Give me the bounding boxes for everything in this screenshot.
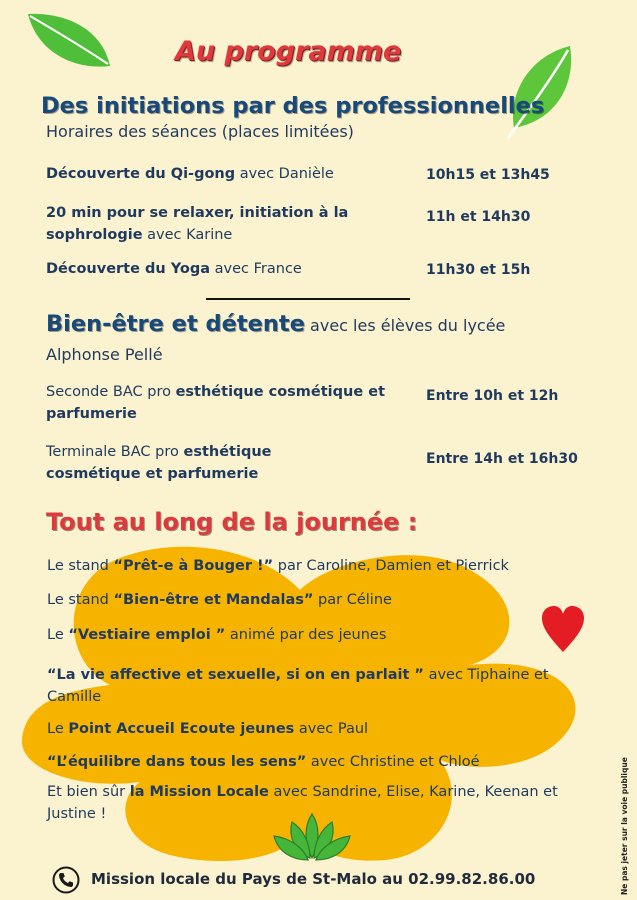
class-field: esthétique cosmétique et parfumerie xyxy=(46,384,385,422)
class-field: esthétique cosmétique et parfumerie xyxy=(46,444,272,482)
activity-name: 20 min pour se relaxer, initiation à la sophrologie xyxy=(46,205,349,243)
divider xyxy=(206,298,410,300)
item-detail: avec Sandrine, Elise, Karine, Keenan et Justine ! xyxy=(47,784,558,822)
item-title: “Prêt-e à Bouger !” xyxy=(113,558,274,574)
schedule-time: 10h15 et 13h45 xyxy=(426,167,550,183)
list-item xyxy=(47,555,607,577)
item-prefix: Le stand xyxy=(47,558,114,574)
list-item xyxy=(47,589,607,611)
item-detail: animé par des jeunes xyxy=(225,627,387,643)
schedule-time: Entre 10h et 12h xyxy=(426,388,559,404)
schedule-time: 11h30 et 15h xyxy=(426,262,531,278)
page-title: Au programme xyxy=(175,36,402,67)
list-item xyxy=(47,718,607,740)
item-title: la Mission Locale xyxy=(129,784,269,800)
section-heading-rest: avec les élèves du lycée xyxy=(304,316,506,335)
list-item xyxy=(47,624,607,646)
item-detail: avec Paul xyxy=(294,721,369,737)
section-heading-line2: Alphonse Pellé xyxy=(46,345,163,364)
class-level: Terminale BAC pro xyxy=(46,444,184,460)
schedule-row xyxy=(46,258,406,280)
section-heading-bien-etre xyxy=(46,311,505,337)
activity-leader: avec Karine xyxy=(142,227,233,243)
activity-leader: avec France xyxy=(210,261,302,277)
item-prefix: Le xyxy=(47,627,69,643)
list-item xyxy=(47,664,607,708)
item-title: “L’équilibre dans tous les sens” xyxy=(47,754,307,770)
schedule-time: Entre 14h et 16h30 xyxy=(426,451,578,467)
schedule-time: 11h et 14h30 xyxy=(426,209,531,225)
activity-name: Découverte du Qi-gong xyxy=(46,166,236,182)
schedule-row xyxy=(46,163,406,185)
section-heading-bold: Bien-être et détente xyxy=(46,311,305,337)
item-title: Point Accueil Ecoute jeunes xyxy=(68,721,295,737)
phone-icon xyxy=(52,866,80,894)
item-prefix: Et bien sûr xyxy=(47,784,130,800)
item-title: “Vestiaire emploi ” xyxy=(68,627,226,643)
item-detail: par Caroline, Damien et Pierrick xyxy=(273,558,509,574)
section-heading-initiations: Des initiations par des professionnelles xyxy=(41,93,545,119)
leaf-icon xyxy=(500,42,580,142)
leaf-icon xyxy=(24,10,114,72)
item-title: “Bien-être et Mandalas” xyxy=(113,592,314,608)
schedule-row xyxy=(46,202,386,246)
class-level: Seconde BAC pro xyxy=(46,384,176,400)
side-note: Ne pas jeter sur la voie publique xyxy=(620,757,629,895)
list-item xyxy=(47,751,607,773)
activity-name: Découverte du Yoga xyxy=(46,261,211,277)
activity-leader: avec Danièle xyxy=(235,166,334,182)
item-title: “La vie affective et sexuelle, si on en parlait ” xyxy=(47,667,424,683)
item-detail: par Céline xyxy=(313,592,392,608)
schedule-row xyxy=(46,441,346,485)
schedule-row xyxy=(46,381,406,425)
section-heading-journee: Tout au long de la journée : xyxy=(46,508,418,536)
item-detail: avec Tiphaine et Camille xyxy=(47,667,549,705)
item-prefix: Le xyxy=(47,721,69,737)
item-detail: avec Christine et Chloé xyxy=(306,754,480,770)
footer-contact: Mission locale du Pays de St-Malo au 02.99.82.86.00 xyxy=(91,870,536,888)
section-subheading: Horaires des séances (places limitées) xyxy=(46,122,354,141)
list-item xyxy=(47,781,607,825)
item-prefix: Le stand xyxy=(47,592,114,608)
